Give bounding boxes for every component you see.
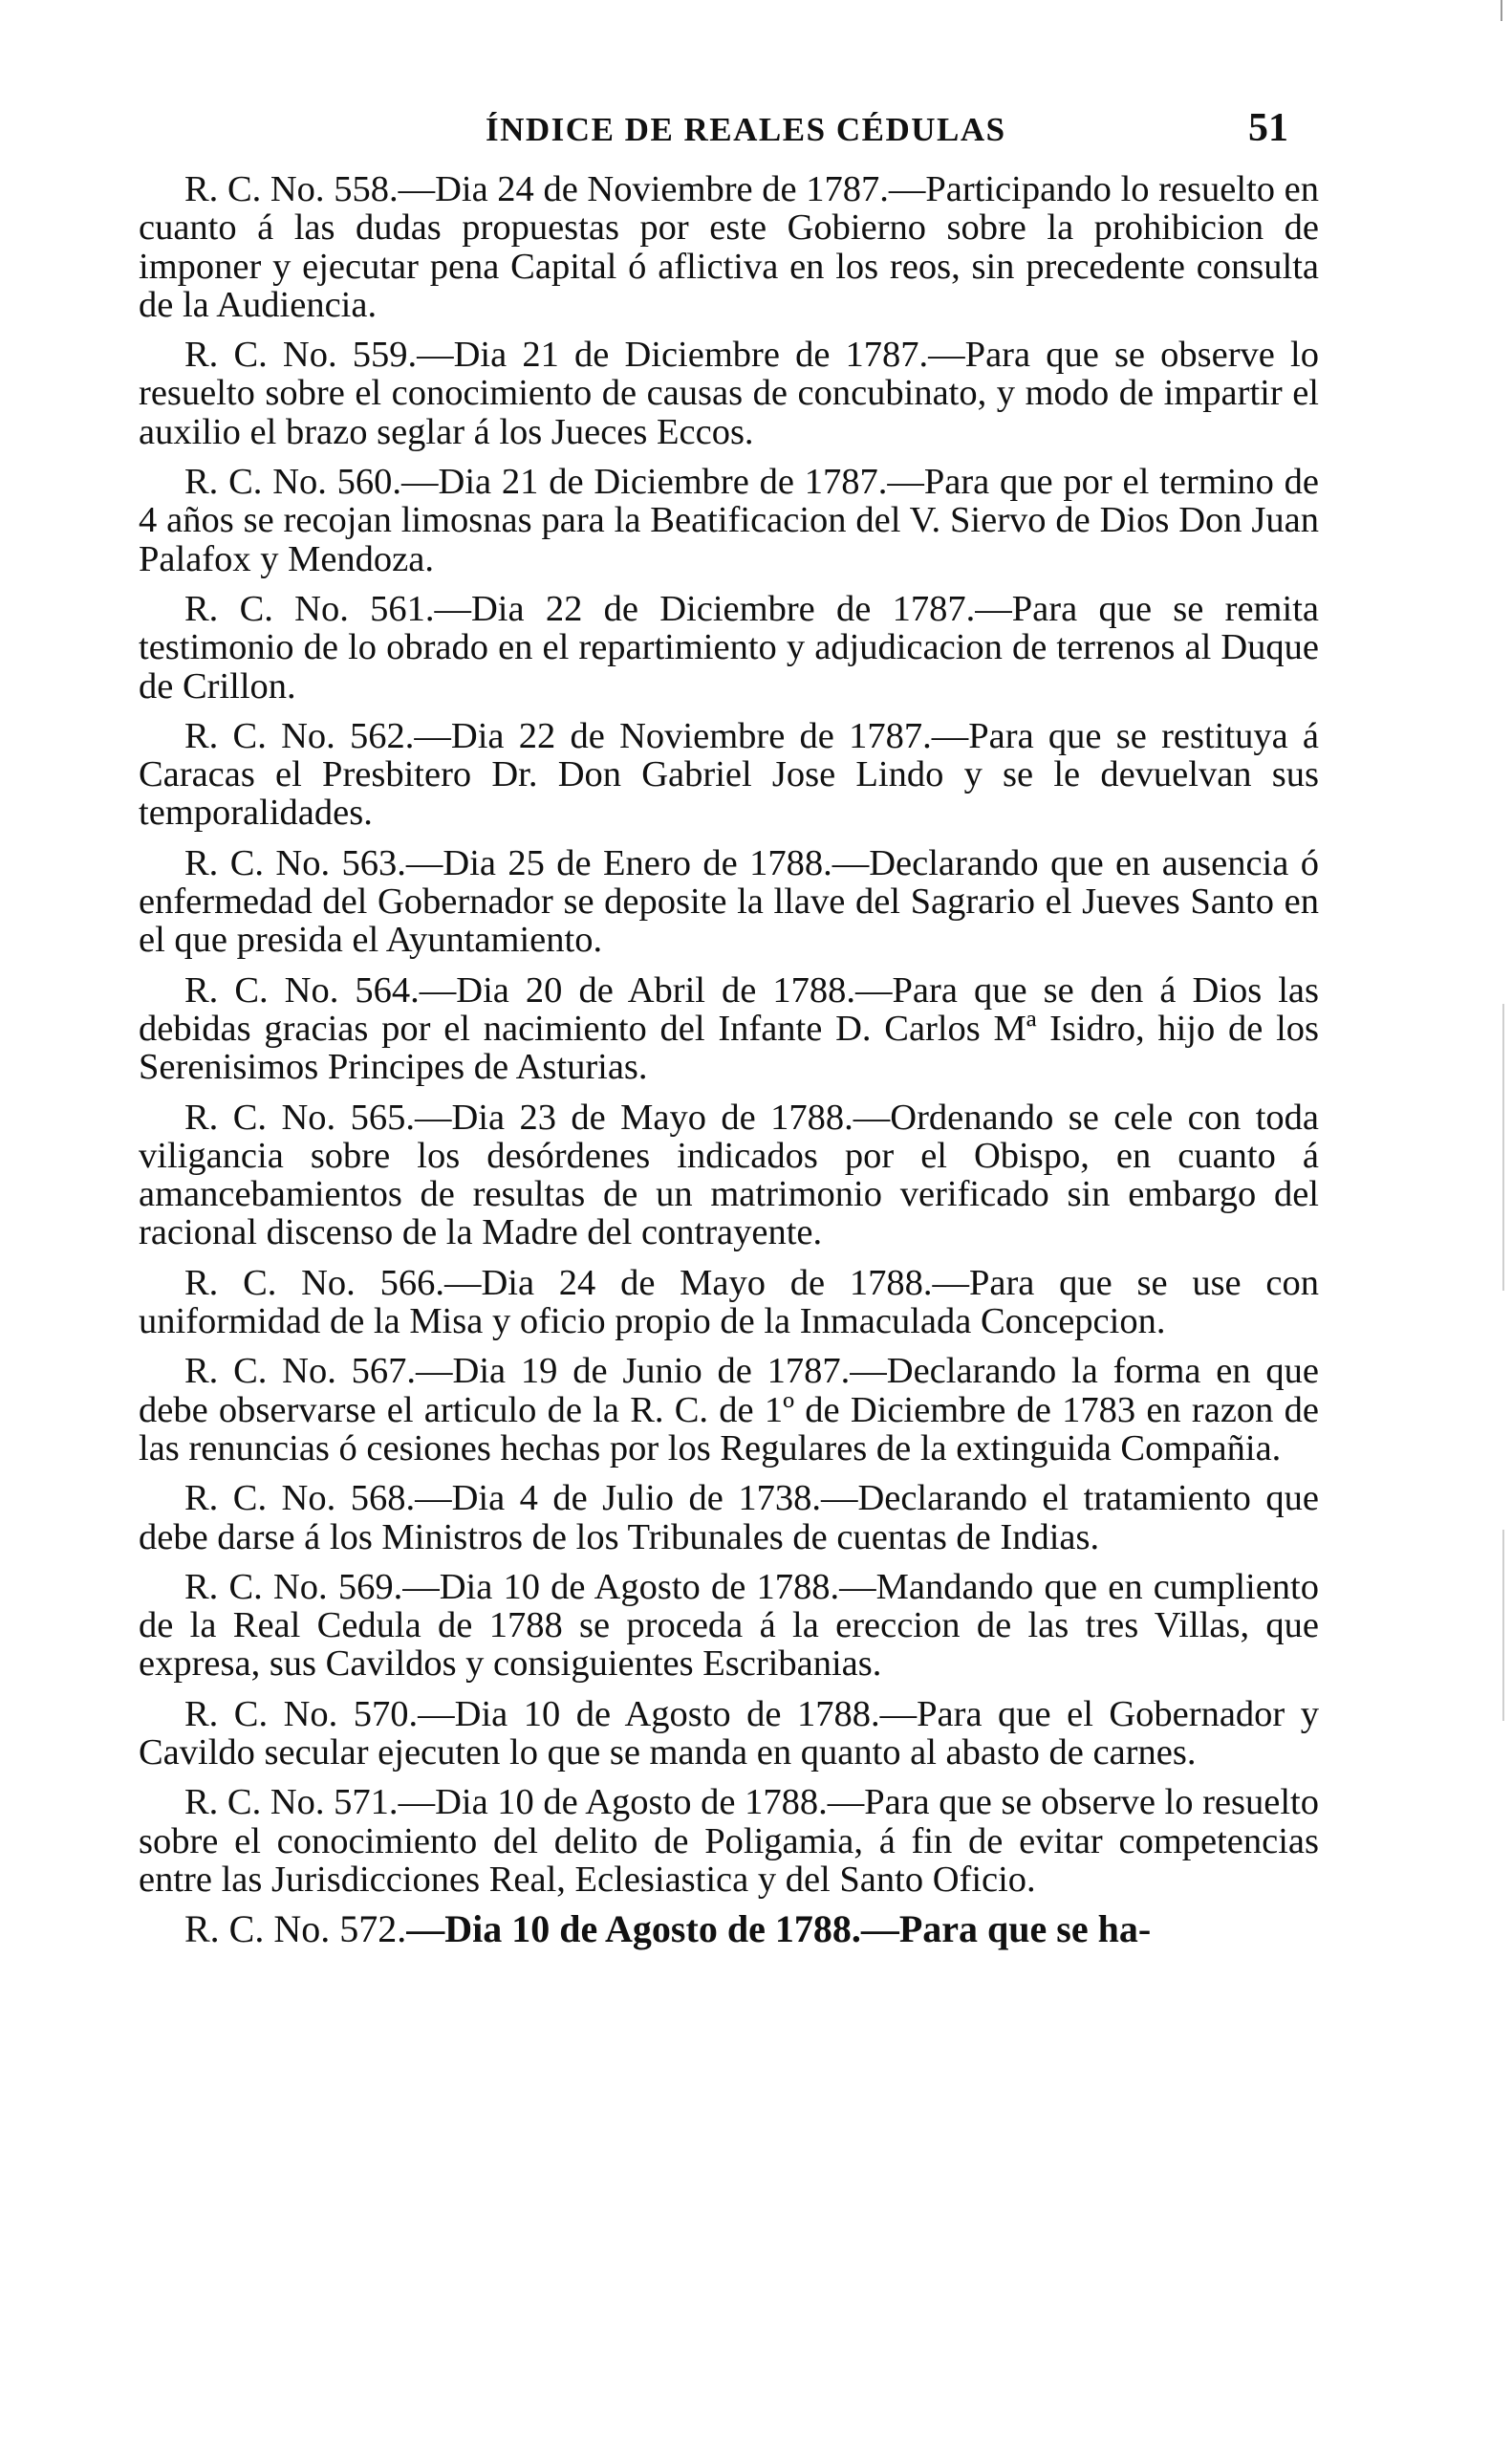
entry-text: —Dia 4 de Julio de 1738.—Declarando el tratamiento que debe darse á los Ministros de los Tribunales de cuentas de Indias. xyxy=(139,1478,1319,1557)
entry-ref: R. C. No. 563. xyxy=(184,842,406,883)
index-entry xyxy=(139,1098,1319,1252)
entry-text: —Dia 22 de Diciembre de 1787.—Para que se remita testimonio de lo obrado en el repartimiento y adjudicacion de terrenos al Duque de Crillon. xyxy=(139,588,1319,707)
page-number: 51 xyxy=(1248,106,1288,150)
entry-text: —Dia 23 de Mayo de 1788.—Ordenando se cele con toda viligancia sobre los desórdenes indicados por el Obispo, en cuanto á amancebamientos de resultas de un matrimonio verificado sin embargo del racional discenso de la Madre del contrayente. xyxy=(139,1097,1319,1253)
index-entry xyxy=(139,971,1319,1087)
index-entry xyxy=(139,1783,1319,1899)
running-header xyxy=(457,103,1288,161)
index-entry xyxy=(139,717,1319,833)
entry-text: —Dia 25 de Enero de 1788.—Declarando que en ausencia ó enfermedad del Gobernador se deposite la llave del Sagrario el Jueves Santo en el que presida el Ayuntamiento. xyxy=(139,842,1319,961)
entry-ref: R. C. No. 559. xyxy=(184,335,418,376)
index-entry xyxy=(139,1907,1319,1951)
entry-text: —Dia 24 de Mayo de 1788.—Para que se use con uniformidad de la Misa y oficio propio de la Inmaculada Concepcion. xyxy=(139,1262,1319,1342)
scan-edge-shadow xyxy=(1502,1004,1504,1291)
entry-ref: R. C. No. 562. xyxy=(184,715,415,756)
entry-text: —Dia 10 de Agosto de 1788.—Para que se observe lo resuelto sobre el conocimiento del delito de Poligamia, á fin de evitar competencias entre las Jurisdicciones Real, Eclesiastica y del Santo Oficio. xyxy=(139,1782,1319,1900)
entry-text: —Dia 22 de Noviembre de 1787.—Para que se restituya á Caracas el Presbitero Dr. Don Gabriel Jose Lindo y se le devuelvan sus temporalidades. xyxy=(139,715,1319,834)
entry-ref: R. C. No. 571. xyxy=(184,1782,399,1823)
entry-ref: R. C. No. 569. xyxy=(184,1566,403,1607)
entry-ref: R. C. No. 570. xyxy=(184,1693,419,1734)
index-entry xyxy=(139,1479,1319,1556)
entry-text: —Dia 10 de Agosto de 1788.—Mandando que en cumpliento de la Real Cedula de 1788 se proceda á la ereccion de las tres Villas, que expresa, sus Cavildos y consiguientes Escribanias. xyxy=(139,1566,1319,1685)
entry-ref: R. C. No. 561. xyxy=(184,588,435,629)
entry-ref: R. C. No. 567. xyxy=(184,1351,417,1392)
entry-ref: R. C. No. 572. xyxy=(184,1907,407,1951)
scan-mark xyxy=(1501,0,1502,21)
entry-ref: R. C. No. 566. xyxy=(184,1262,444,1303)
entry-text: —Dia 21 de Diciembre de 1787.—Para que se observe lo resuelto sobre el conocimiento de causas de concubinato, y modo de impartir el auxilio el brazo seglar á los Jueces Eccos. xyxy=(139,335,1319,452)
index-entry xyxy=(139,1568,1319,1684)
entry-ref: R. C. No. 564. xyxy=(184,969,420,1011)
entry-text: —Dia 10 de Agosto de 1788.—Para que se ha- xyxy=(406,1907,1152,1951)
entry-text: —Dia 19 de Junio de 1787.—Declarando la forma en que debe observarse el articulo de la R. C. de 1º de Diciembre de 1783 en razon de las renuncias ó cesiones hechas por los Regulares de la extinguida Compañia. xyxy=(139,1351,1319,1468)
entry-text: —Dia 21 de Diciembre de 1787.—Para que por el termino de 4 años se recojan limosnas para la Beatificacion del V. Siervo de Dios Don Juan Palafox y Mendoza. xyxy=(139,462,1319,579)
scan-edge-shadow xyxy=(1502,1530,1504,1721)
index-entry xyxy=(139,1352,1319,1468)
header-title: ÍNDICE DE REALES CÉDULAS xyxy=(486,111,1006,148)
index-entry xyxy=(139,170,1319,324)
entry-text: —Dia 10 de Agosto de 1788.—Para que el Gobernador y Cavildo secular ejecuten lo que se manda en quanto al abasto de carnes. xyxy=(139,1693,1319,1773)
index-entry xyxy=(139,844,1319,960)
index-entry xyxy=(139,590,1319,706)
index-entry xyxy=(139,463,1319,578)
entry-ref: R. C. No. 558. xyxy=(184,169,399,209)
entry-ref: R. C. No. 560. xyxy=(184,462,402,503)
index-entry xyxy=(139,336,1319,451)
entry-text: —Dia 20 de Abril de 1788.—Para que se den á Dios las debidas gracias por el nacimiento del Infante D. Carlos Mª Isidro, hijo de los Serenisimos Principes de Asturias. xyxy=(139,969,1319,1088)
index-entry xyxy=(139,1695,1319,1773)
entry-ref: R. C. No. 568. xyxy=(184,1478,416,1519)
index-body xyxy=(139,170,1319,1960)
entry-ref: R. C. No. 565. xyxy=(184,1097,415,1138)
index-entry xyxy=(139,1264,1319,1341)
entry-text: —Dia 24 de Noviembre de 1787.—Participando lo resuelto en cuanto á las dudas propuestas por este Gobierno sobre la prohibicion de imponer y ejecutar pena Capital ó aflictiva en los reos, sin precedente consulta de la Audiencia. xyxy=(139,169,1319,325)
